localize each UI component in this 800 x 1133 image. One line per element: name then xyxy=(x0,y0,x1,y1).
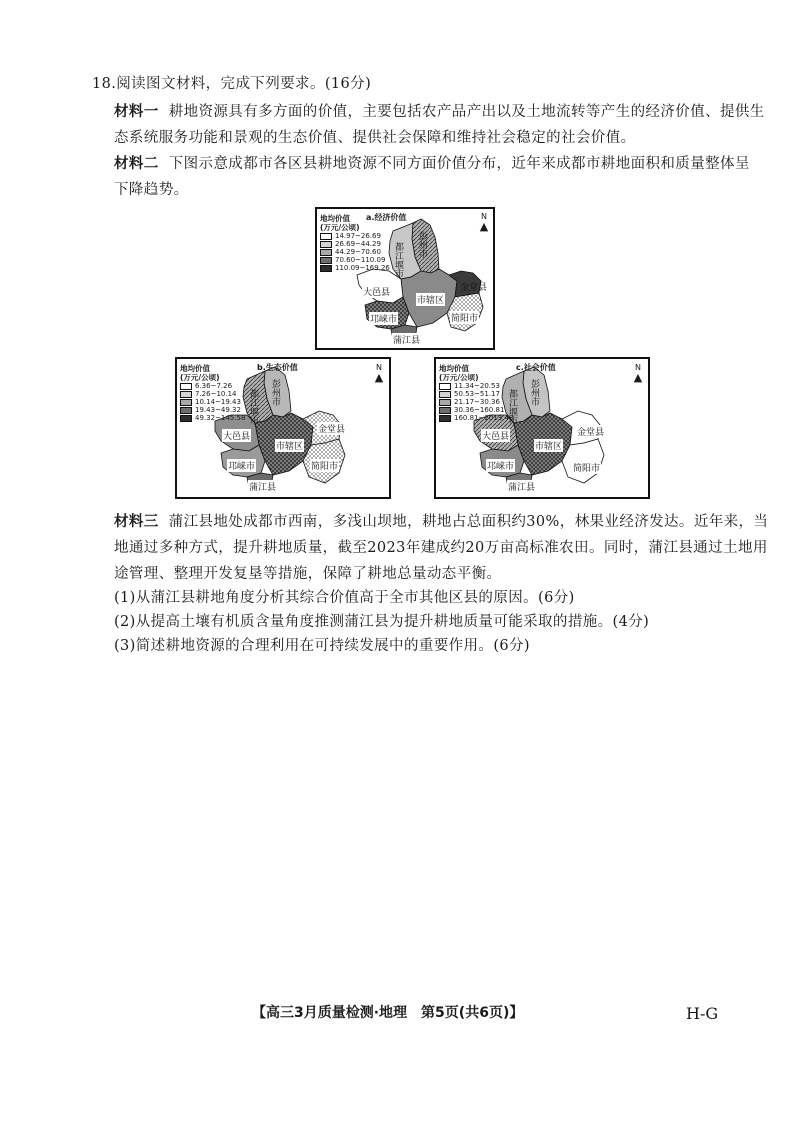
legend-row xyxy=(180,414,245,422)
material2-line2: 下降趋势。 xyxy=(114,182,189,198)
legend-swatch xyxy=(320,249,332,256)
material3-line1 xyxy=(114,511,768,533)
legend-row xyxy=(180,398,245,406)
label-pujiang: 蒲江县 xyxy=(507,480,536,493)
legend-row xyxy=(180,406,245,414)
north-label: N xyxy=(376,363,382,372)
label-dujiangyan: 都江堰市 xyxy=(507,389,517,425)
label-jintang: 金堂县 xyxy=(460,283,488,293)
paper-code: H-G xyxy=(686,1004,719,1023)
label-pengzhou: 彭州市 xyxy=(417,231,427,258)
map-b-title: b.生态价值 xyxy=(257,363,298,372)
page-footer: 【高三3月质量检测·地理 第5页(共6页)】 xyxy=(252,1005,524,1021)
material3-text1: 蒲江县地处成都市西南，多浅山坝地，耕地占总面积约30%，林果业经济发达。近年来，当 xyxy=(168,514,769,530)
legend-unit: (万元/公顷) xyxy=(180,373,220,382)
legend-row xyxy=(320,264,390,272)
map-b-legend xyxy=(180,364,245,422)
label-dayi: 大邑县 xyxy=(481,429,510,442)
label-dayi: 大邑县 xyxy=(362,285,391,298)
legend-swatch xyxy=(180,415,192,422)
legend-unit: (万元/公顷) xyxy=(320,223,360,232)
legend-swatch xyxy=(180,391,192,398)
label-jintang: 金堂县 xyxy=(317,422,346,435)
material3-line3: 途管理、整理开发复垦等措施，保障了耕地总量动态平衡。 xyxy=(114,566,502,582)
legend-label: 11.34~20.53 xyxy=(454,382,500,390)
sub-question-3: (3)简述耕地资源的合理利用在可持续发展中的重要作用。(6分) xyxy=(114,638,530,654)
legend-label: 7.26~10.14 xyxy=(195,390,237,398)
legend-label: 30.36~160.81 xyxy=(454,406,505,414)
material2-text1: 下图示意成都市各区县耕地资源不同方面价值分布，近年来成都市耕地面积和质量整体呈 xyxy=(168,156,750,172)
map-a-title: a.经济价值 xyxy=(366,213,407,222)
legend-row xyxy=(439,414,513,422)
legend-label: 44.29~70.60 xyxy=(335,248,381,256)
label-shixiaqu: 市辖区 xyxy=(275,439,304,452)
map-economic-value xyxy=(315,207,495,350)
legend-label: 160.81~2013.48 xyxy=(454,414,514,422)
legend-label: 110.09~169.26 xyxy=(335,264,390,272)
legend-row xyxy=(439,390,513,398)
label-jintang: 金堂县 xyxy=(576,425,605,438)
material1-line2: 态系统服务功能和景观的生态价值、提供社会保障和维持社会稳定的社会价值。 xyxy=(114,130,636,146)
label-pujiang: 蒲江县 xyxy=(392,333,421,346)
legend-row xyxy=(439,382,513,390)
map-c-legend xyxy=(439,364,513,422)
north-arrow-icon: N ▲ xyxy=(374,363,384,384)
map-ecological-value xyxy=(175,357,391,499)
label-jianyang: 简阳市 xyxy=(572,461,601,474)
material2-label: 材料二 xyxy=(114,156,159,172)
north-arrow-icon: N ▲ xyxy=(633,363,643,384)
label-dujiangyan: 都江堰市 xyxy=(393,242,403,278)
label-qionglai: 邛崃市 xyxy=(369,312,398,325)
map-a-legend xyxy=(320,214,390,272)
legend-swatch xyxy=(439,415,451,422)
label-qionglai: 邛崃市 xyxy=(486,459,515,472)
map-social-value xyxy=(434,357,650,499)
legend-label: 14.97~26.69 xyxy=(335,232,381,240)
legend-swatch xyxy=(439,391,451,398)
label-pujiang: 蒲江县 xyxy=(248,480,277,493)
material1-line1 xyxy=(114,101,765,123)
legend-unit: (万元/公顷) xyxy=(439,373,479,382)
legend-swatch xyxy=(320,241,332,248)
material2-line1 xyxy=(114,153,750,175)
north-label: N xyxy=(635,363,641,372)
legend-label: 50.53~51.17 xyxy=(454,390,500,398)
sub-question-1: (1)从蒲江县耕地角度分析其综合价值高于全市其他区县的原因。(6分) xyxy=(114,590,575,606)
legend-swatch xyxy=(180,407,192,414)
label-shixiaqu: 市辖区 xyxy=(416,293,445,306)
legend-swatch xyxy=(180,383,192,390)
label-pengzhou: 彭州市 xyxy=(529,379,539,406)
material3-label: 材料三 xyxy=(114,514,159,530)
legend-row xyxy=(320,248,390,256)
legend-swatch xyxy=(439,407,451,414)
material1-label: 材料一 xyxy=(114,104,159,120)
legend-row xyxy=(439,398,513,406)
legend-title: 地均价值 xyxy=(320,214,350,223)
label-pengzhou: 彭州市 xyxy=(270,379,280,406)
legend-row xyxy=(180,390,245,398)
legend-row xyxy=(320,256,390,264)
map-c-title: c.社会价值 xyxy=(516,363,556,372)
legend-swatch xyxy=(439,383,451,390)
sub-question-2: (2)从提高土壤有机质含量角度推测蒲江县为提升耕地质量可能采取的措施。(4分) xyxy=(114,614,650,630)
legend-title: 地均价值 xyxy=(439,364,469,373)
legend-label: 6.36~7.26 xyxy=(195,382,233,390)
legend-swatch xyxy=(320,257,332,264)
legend-row xyxy=(180,382,245,390)
label-jianyang: 简阳市 xyxy=(450,311,479,324)
legend-label: 10.14~19.43 xyxy=(195,398,241,406)
legend-label: 49.32~145.58 xyxy=(195,414,246,422)
legend-row xyxy=(320,240,390,248)
legend-swatch xyxy=(320,265,332,272)
legend-title: 地均价值 xyxy=(180,364,210,373)
legend-label: 70.60~110.09 xyxy=(335,256,386,264)
legend-label: 19.43~49.32 xyxy=(195,406,241,414)
label-jianyang: 简阳市 xyxy=(310,459,339,472)
material1-text1: 耕地资源具有多方面的价值，主要包括农产品产出以及土地流转等产生的经济价值、提供生 xyxy=(168,104,765,120)
legend-swatch xyxy=(180,399,192,406)
north-arrow-icon: N ▲ xyxy=(479,212,489,233)
legend-swatch xyxy=(439,399,451,406)
label-dayi: 大邑县 xyxy=(222,429,251,442)
legend-label: 26.69~44.29 xyxy=(335,240,381,248)
question-heading: 18.阅读图文材料，完成下列要求。(16分) xyxy=(92,76,372,92)
label-shixiaqu: 市辖区 xyxy=(534,439,563,452)
legend-label: 21.17~30.36 xyxy=(454,398,500,406)
legend-swatch xyxy=(320,233,332,240)
north-label: N xyxy=(481,212,487,221)
material3-line2: 地通过多种方式，提升耕地质量，截至2023年建成约20万亩高标准农田。同时，蒲江县通过土地用 xyxy=(114,540,768,556)
legend-row xyxy=(439,406,513,414)
label-qionglai: 邛崃市 xyxy=(227,459,256,472)
label-dujiangyan: 都江堰市 xyxy=(248,389,258,425)
legend-row xyxy=(320,232,390,240)
